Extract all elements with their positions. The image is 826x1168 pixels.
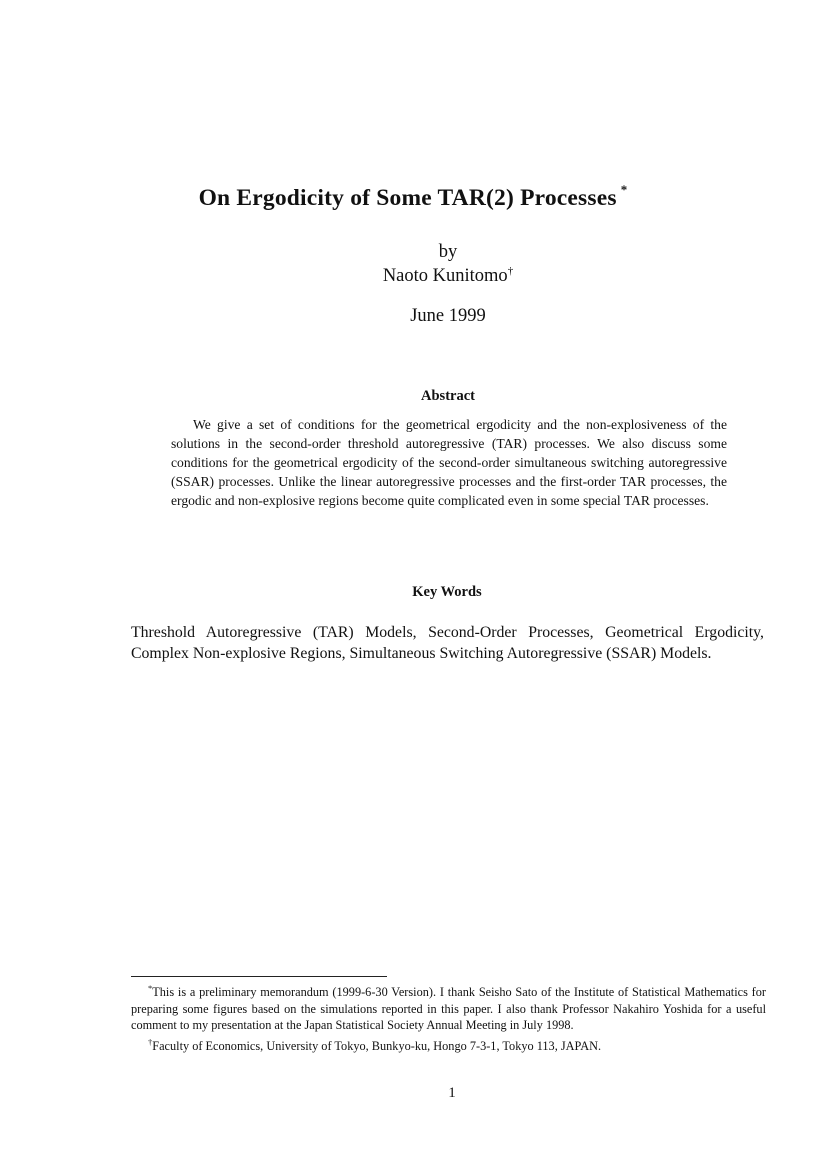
author-name [0,265,826,287]
keywords-body: Threshold Autoregressive (TAR) Models, Second-Order Processes, Geometrical Ergodicity, Complex Non-explosive Regions, Simultaneous Switching Autoregressive (SSAR) Models. [131,624,764,662]
publication-date: June 1999 [410,306,486,326]
abstract-heading: Abstract [421,388,475,404]
author-name-text: Naoto Kunitomo [382,266,508,287]
footnote-1-mark: * [148,983,153,993]
footnotes [131,980,766,1054]
keywords-heading: Key Words [412,584,482,600]
by-line: by [438,242,458,262]
footnote-2-mark: † [148,1036,153,1047]
title-footnote-mark: * [620,182,628,197]
paper-title-text: On Ergodicity of Some TAR(2) Processes [198,184,617,211]
author-footnote-mark: † [507,265,514,277]
footnote-2 [131,1034,766,1055]
footnote-1-text: This is a preliminary memorandum (1999-6-30 Version). I thank Seisho Sato of the Institute of Statistical Mathematics for preparing some figures based on the simulations reported in this paper. I also thank Professor Nakahiro Yoshida for a useful comment to my presentation at the Japan Statistical Society Annual Meeting in July 1998. [131,985,766,1033]
abstract-body: We give a set of conditions for the geometrical ergodicity and the non-explosiveness of the solutions in the second-order threshold autoregressive (TAR) processes. We also discuss some conditions for the geometrical ergodicity of the second-order simultaneous switching autoregressive (SSAR) processes. Unlike the linear autoregressive processes and the first-order TAR processes, the ergodic and non-explosive regions become quite complicated even in some special TAR processes. [171,417,727,508]
footnote-1 [131,980,766,1034]
footnote-2-text: Faculty of Economics, University of Tokyo, Bunkyo-ku, Hongo 7-3-1, Tokyo 113, JAPAN. [152,1038,602,1053]
paper-title [0,184,826,212]
page-number: 1 [448,1085,456,1101]
footnote-divider [131,976,387,977]
